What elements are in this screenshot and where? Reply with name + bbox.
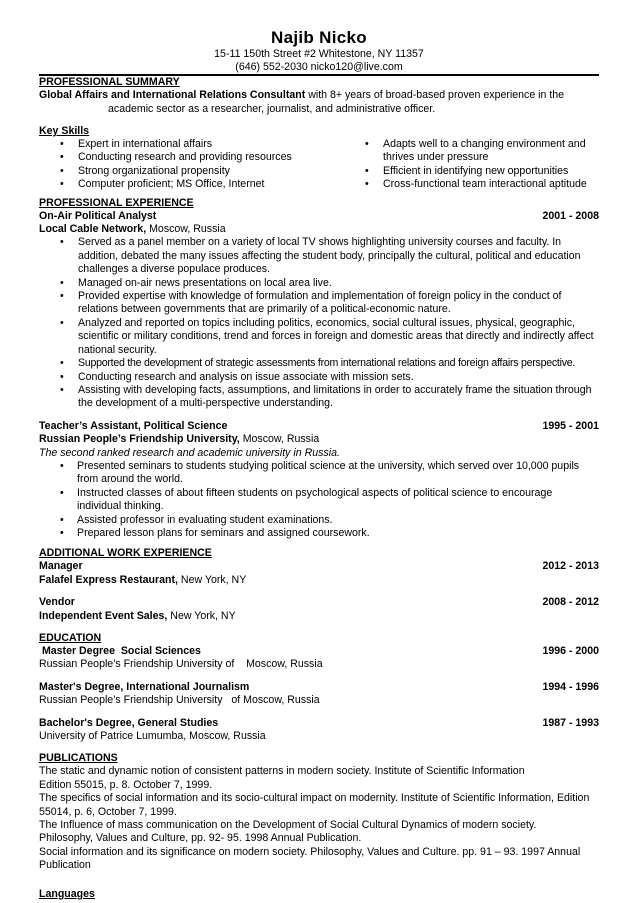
- additional-heading: ADDITIONAL WORK EXPERIENCE: [39, 547, 212, 560]
- skills-list: [39, 138, 599, 192]
- job-note: The second ranked research and academic university in Russia.: [39, 446, 340, 459]
- job-location: New York, NY: [177, 573, 247, 586]
- school: Russian People’s Friendship University of Moscow, Russia: [39, 694, 320, 707]
- skill-item: • Conducting research and providing resources: [39, 151, 344, 164]
- degree: Master's Degree, International Journalism: [39, 680, 250, 693]
- job-dates: 2001 - 2008: [542, 209, 599, 222]
- job-dates: 2012 - 2013: [542, 560, 599, 573]
- additional-entry: [39, 560, 599, 587]
- job-org: Independent Event Sales,: [39, 609, 168, 622]
- skill-item: • Strong organizational propensity: [39, 165, 344, 178]
- publication-item: The specifics of social information and its socio-cultural impact on modernity. Institute of Scientific Information, Edition 55014, p. 6, October 7, 1999.: [39, 792, 590, 818]
- school: Russian People’s Friendship University of Moscow, Russia: [39, 658, 323, 671]
- job-bullet: • Provided expertise with knowledge of formulation and implementation of foreign policy in the conduct of relations between governments that are primarily of a political-economic nature.: [39, 290, 599, 317]
- job-title: Manager: [39, 560, 83, 573]
- summary-continuation: academic sector as a researcher, journalist, and administrative officer.: [108, 102, 436, 115]
- contact-line: (646) 552-2030 nicko120@live.com: [235, 60, 403, 73]
- job-title: On-Air Political Analyst: [39, 209, 157, 222]
- publications-heading: PUBLICATIONS: [39, 752, 118, 765]
- address-line: 15-11 150th Street #2 Whitestone, NY 11357: [214, 48, 424, 60]
- school: University of Patrice Lumumba, Moscow, Russia: [39, 730, 266, 743]
- job-org: Falafel Express Restaurant,: [39, 573, 178, 586]
- job-bullet: • Supported the development of strategic assessments from international relations and foreign affairs perspective.: [39, 357, 599, 370]
- publications-list: [39, 765, 599, 872]
- summary-lead: Global Affairs and International Relations Consultant: [39, 89, 306, 102]
- skill-item: • Cross-functional team interactional aptitude: [344, 178, 599, 191]
- job-org: Local Cable Network,: [39, 223, 147, 236]
- job-bullet: • Managed on-air news presentations on local area live.: [39, 277, 599, 290]
- resume-page: [39, 28, 599, 901]
- education-dates: 1987 - 1993: [542, 716, 599, 729]
- job-bullet: • Analyzed and reported on topics including politics, economics, social cultural issues, physical, geographic, scientific or military conditions, trend and forces in foreign and domestic areas that directly and indirectly affect national security.: [39, 317, 599, 357]
- education-entry: [39, 681, 599, 708]
- experience-heading: PROFESSIONAL EXPERIENCE: [39, 196, 194, 209]
- job-org: Russian People’s Friendship University,: [39, 433, 240, 446]
- degree: Master Degree Social Sciences: [39, 645, 201, 657]
- languages-heading: Languages: [39, 887, 95, 900]
- summary-heading: PROFESSIONAL SUMMARY: [39, 76, 180, 89]
- education-dates: 1994 - 1996: [542, 680, 599, 693]
- summary-lead-rest: with 8+ years of broad-based proven experience in the: [305, 89, 565, 102]
- skill-item: • Efficient in identifying new opportunities: [344, 165, 599, 178]
- job-dates: 1995 - 2001: [542, 419, 599, 432]
- publication-item: Social information and its significance on modern society. Philosophy, Values and Culture. pp. 91 – 93. 1997 Annual Publication: [39, 845, 581, 872]
- job-entry: [39, 210, 599, 411]
- degree: Bachelor's Degree, General Studies: [39, 716, 219, 729]
- job-bullets: [39, 460, 599, 540]
- summary-text: [39, 89, 599, 116]
- skills-heading: Key Skills: [39, 125, 90, 137]
- education-entry: [39, 645, 599, 672]
- job-location: Moscow, Russia: [146, 223, 226, 236]
- job-bullet: • Assisted professor in evaluating student examinations.: [39, 514, 599, 527]
- job-location: New York, NY: [167, 609, 236, 622]
- skill-item: • Adapts well to a changing environment and thrives under pressure: [344, 138, 599, 165]
- job-bullet: • Presented seminars to students studying political science at the university, which served over 10,000 pupils from around the world.: [39, 460, 599, 487]
- job-bullet: • Served as a panel member on a variety of local TV shows highlighting university courses and faculty. In addition, debated the many issues affecting the student body, principally the cultural, political and education challenges a diverse populace produces.: [39, 236, 599, 276]
- candidate-name: Najib Nicko: [271, 28, 367, 47]
- skills-right-column: [344, 138, 599, 192]
- publication-item: The Influence of mass communication on the Development of Social Cultural Dynamics of modern society. Philosophy, Values and Culture, pp. 92- 95. 1998 Annual Publication.: [39, 819, 537, 845]
- job-bullets: [39, 236, 599, 410]
- skill-item: • Expert in international affairs: [39, 138, 344, 151]
- skills-left-column: [39, 138, 344, 192]
- job-title: Vendor: [39, 596, 75, 609]
- job-title: Teacher’s Assistant, Political Science: [39, 419, 228, 432]
- job-entry: [39, 420, 599, 541]
- education-heading: EDUCATION: [39, 632, 102, 644]
- job-bullet: • Instructed classes of about fifteen students on psychological aspects of political science to encourage individual thinking.: [39, 487, 599, 514]
- job-location: Moscow, Russia: [239, 433, 320, 446]
- education-entry: [39, 717, 599, 744]
- job-bullet: • Assisting with developing facts, assumptions, and limitations in order to accurately frame the situation through the development of a multi-perspective understanding.: [39, 384, 599, 411]
- job-bullet: • Conducting research and analysis on issue associate with mission sets.: [39, 371, 599, 384]
- job-dates: 2008 - 2012: [542, 596, 599, 609]
- job-bullet: • Prepared lesson plans for seminars and assigned coursework.: [39, 527, 599, 540]
- skill-item: • Computer proficient; MS Office, Internet: [39, 178, 344, 191]
- additional-entry: [39, 596, 599, 623]
- publication-item: The static and dynamic notion of consistent patterns in modern society. Institute of Scientific Information Edition 55015, p. 8. October 7, 1999.: [39, 765, 525, 791]
- education-dates: 1996 - 2000: [542, 645, 599, 657]
